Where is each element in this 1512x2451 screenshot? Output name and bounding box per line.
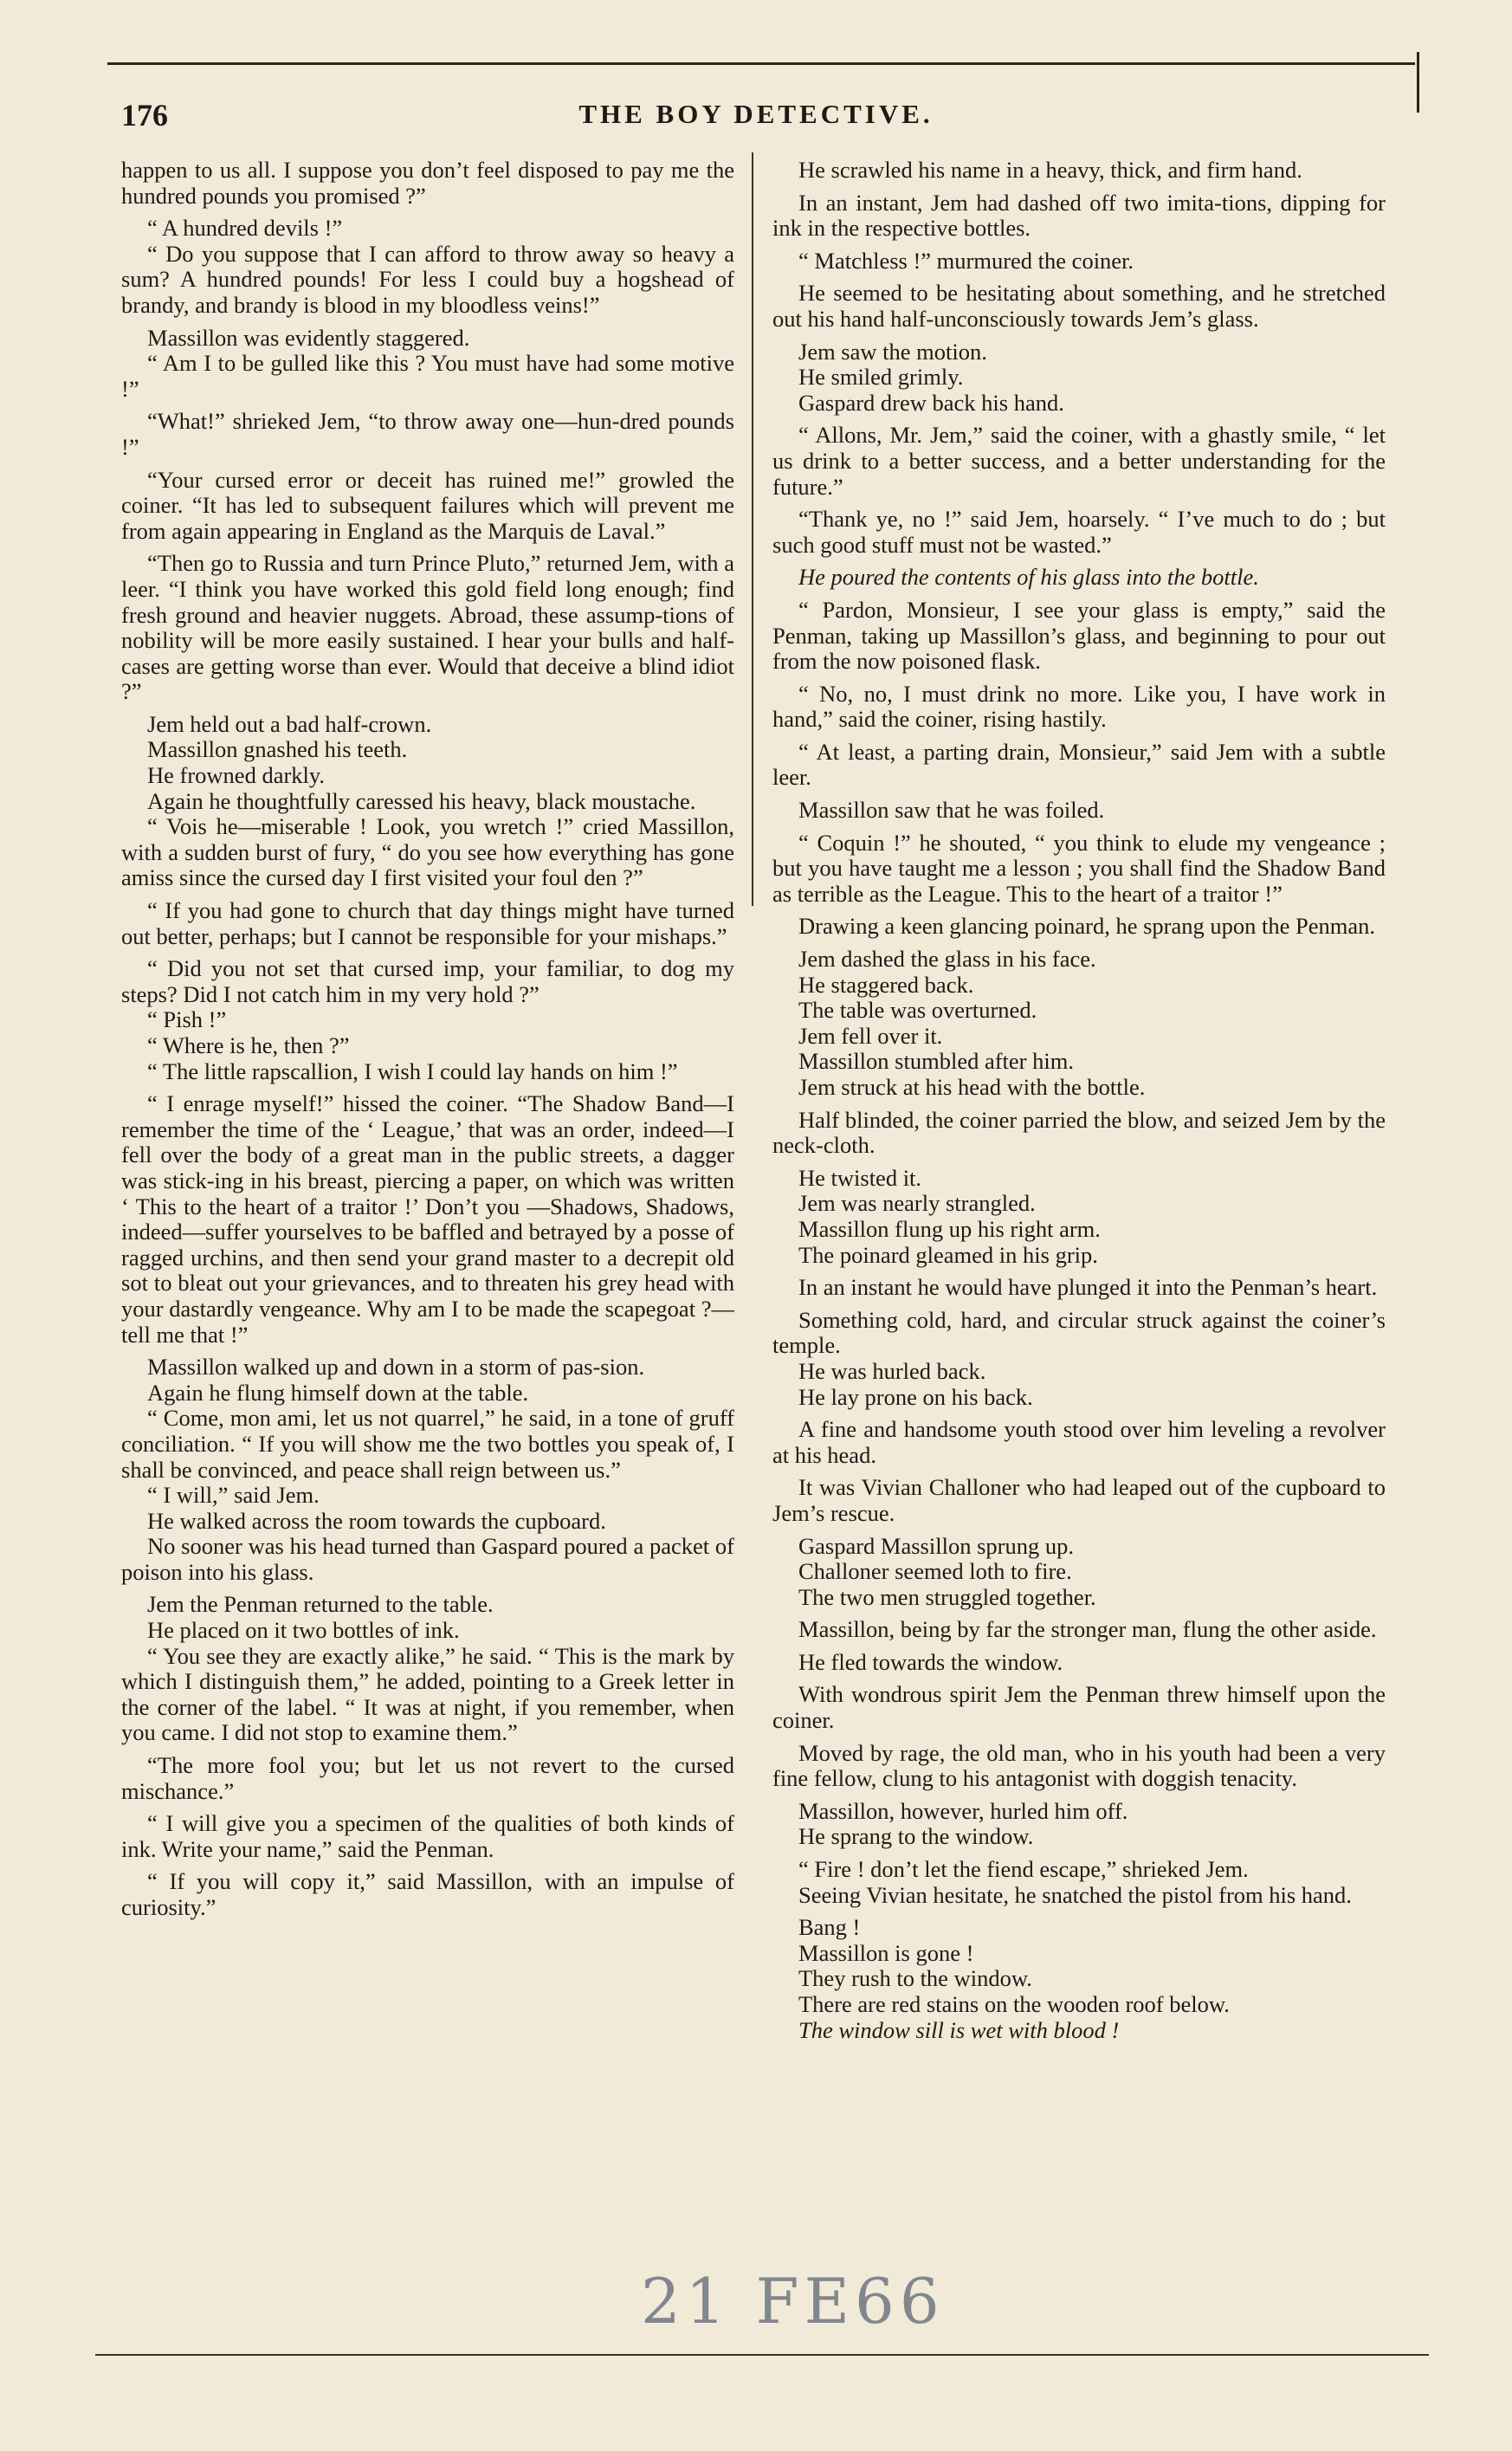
paragraph: “ If you will copy it,” said Massillon, with an impulse of curiosity.” xyxy=(121,1868,734,1920)
paragraph: “ Coquin !” he shouted, “ you think to elude my vengeance ; but you have taught me a lesson ; you shall find the Shadow Band as terrible as the League. This to the heart of a traitor !” xyxy=(772,829,1386,907)
paragraph: He poured the contents of his glass into the bottle. xyxy=(798,564,1259,591)
paragraph: “ A hundred devils !” xyxy=(147,215,343,242)
paragraph: “ Matchless !” murmured the coiner. xyxy=(798,247,1134,274)
paragraph: Massillon saw that he was foiled. xyxy=(798,797,1105,824)
paragraph: Bang ! xyxy=(798,1914,861,1941)
paragraph: He twisted it. xyxy=(798,1164,922,1191)
paragraph: “Your cursed error or deceit has ruined me!” growled the coiner. “It has led to subsequent failures which will prevent me from again appearing in England as the Marquis de Laval.” xyxy=(121,466,734,544)
top-rule xyxy=(107,62,1415,65)
paragraph: “ You see they are exactly alike,” he said. “ This is the mark by which I distinguish them,” he added, pointing to a Greek letter in the corner of the label. “ It was at night, if you remember, when you came. I did not stop to examine them.” xyxy=(121,1642,734,1746)
paragraph: “ Pardon, Monsieur, I see your glass is empty,” said the Penman, taking up Massillon’s glass, and beginning to pour out from the now poisoned flask. xyxy=(772,596,1386,675)
running-title: THE BOY DETECTIVE. xyxy=(578,99,934,129)
left-column xyxy=(121,158,734,2301)
paragraph: Gaspard Massillon sprung up. xyxy=(798,1532,1074,1559)
paragraph: Massillon flung up his right arm. xyxy=(798,1215,1101,1242)
paragraph: He smiled grimly. xyxy=(798,364,964,391)
right-column xyxy=(772,158,1386,2301)
paragraph: “ Am I to be gulled like this ? You must have had some motive !” xyxy=(121,350,734,402)
paragraph: Jem held out a bad half-crown. xyxy=(147,710,432,737)
paragraph: Massillon, being by far the stronger man, flung the other aside. xyxy=(798,1616,1377,1643)
paragraph: Jem dashed the glass in his face. xyxy=(798,946,1096,973)
paragraph: “Thank ye, no !” said Jem, hoarsely. “ I’ve much to do ; but such good stuff must not be wasted.” xyxy=(772,506,1386,558)
paragraph: “ The little rapscallion, I wish I could lay hands on him !” xyxy=(147,1057,678,1084)
paragraph: Something cold, hard, and circular struck against the coiner’s temple. xyxy=(772,1306,1386,1359)
paragraph: Moved by rage, the old man, who in his youth had been a very fine fellow, clung to his antagonist with doggish tenacity. xyxy=(772,1739,1386,1792)
paragraph: There are red stains on the wooden roof below. xyxy=(798,1991,1230,2017)
paragraph: “ Come, mon ami, let us not quarrel,” he said, in a tone of gruff conciliation. “ If you will show me the two bottles you speak of, I shall be convinced, and peace shall reign between us.” xyxy=(121,1405,734,1483)
paragraph: In an instant, Jem had dashed off two imita-tions, dipping for ink in the respective bottles. xyxy=(772,189,1386,242)
paragraph: He sprang to the window. xyxy=(798,1823,1034,1850)
paragraph: A fine and handsome youth stood over him leveling a revolver at his head. xyxy=(772,1416,1386,1468)
paragraph: In an instant he would have plunged it into the Penman’s heart. xyxy=(798,1274,1378,1301)
paragraph: “ I will,” said Jem. xyxy=(147,1482,320,1509)
paragraph: He staggered back. xyxy=(798,971,974,998)
paragraph: “Then go to Russia and turn Prince Pluto,” returned Jem, with a leer. “I think you have worked this gold field long enough; find fresh ground and heavier nuggets. Abroad, these assump-tions of nobility will be more easily sustained. I hear your bulls and half-cases are getting worse than ever. Would that deceive a blind idiot ?” xyxy=(121,550,734,705)
paragraph: Jem fell over it. xyxy=(798,1022,943,1049)
paragraph: Drawing a keen glancing poinard, he sprang upon the Penman. xyxy=(798,913,1375,940)
paragraph: “ If you had gone to church that day things might have turned out better, perhaps; but I cannot be responsible for your mishaps.” xyxy=(121,897,734,949)
paragraph: Massillon, however, hurled him off. xyxy=(798,1797,1128,1824)
paragraph: He lay prone on his back. xyxy=(798,1383,1033,1410)
paragraph: He walked across the room towards the cupboard. xyxy=(147,1507,606,1534)
paragraph: The table was overturned. xyxy=(798,997,1037,1024)
paragraph: Massillon is gone ! xyxy=(798,1939,974,1966)
paragraph: “What!” shrieked Jem, “to throw away one—hun-dred pounds !” xyxy=(121,408,734,460)
paragraph: The two men struggled together. xyxy=(798,1583,1096,1610)
paragraph: Massillon stumbled after him. xyxy=(798,1048,1074,1075)
paragraph: He was hurled back. xyxy=(798,1357,986,1384)
paragraph: “The more fool you; but let us not revert to the cursed mischance.” xyxy=(121,1752,734,1804)
paragraph: He placed on it two bottles of ink. xyxy=(147,1617,460,1644)
paragraph: Again he thoughtfully caressed his heavy, black moustache. xyxy=(147,787,696,814)
paragraph: They rush to the window. xyxy=(798,1965,1032,1992)
page-number: 176 xyxy=(121,98,168,133)
bottom-rule xyxy=(95,2354,1429,2356)
paragraph: Gaspard drew back his hand. xyxy=(798,389,1064,416)
paragraph: Jem struck at his head with the bottle. xyxy=(798,1074,1146,1100)
paragraph: Massillon gnashed his teeth. xyxy=(147,736,408,763)
paragraph: Jem saw the motion. xyxy=(798,338,987,365)
paragraph: Half blinded, the coiner parried the blow, and seized Jem by the neck-cloth. xyxy=(772,1106,1386,1159)
paragraph: The poinard gleamed in his grip. xyxy=(798,1241,1098,1268)
paragraph: “ I enrage myself!” hissed the coiner. “The Shadow Band—I remember the time of the ‘ League,’ that was an order, indeed—I fell over the body of a great man in the public streets, a dagger was stick-ing in his breast, piercing a paper, on which was written ‘ This to the heart of a traitor !’ Don’t you —Shadows, Shadows, indeed—suffer yourselves to be baffled and betrayed by a posse of ragged urchins, and then send your grand master to a decrepit old sot to bleat out your grievances, and to threaten his grey head with your dastardly vengeance. Why am I to be made the scapegoat ?—tell me that !” xyxy=(121,1090,734,1348)
paragraph: Challoner seemed loth to fire. xyxy=(798,1558,1072,1585)
paragraph: “ No, no, I must drink no more. Like you, I have work in hand,” said the coiner, rising hastily. xyxy=(772,680,1386,733)
paragraph: “ I will give you a specimen of the qualities of both kinds of ink. Write your name,” said the Penman. xyxy=(121,1810,734,1862)
paragraph: With wondrous spirit Jem the Penman threw himself upon the coiner. xyxy=(772,1681,1386,1734)
paragraph: “ Pish !” xyxy=(147,1006,227,1033)
paragraph: Again he flung himself down at the table. xyxy=(147,1379,529,1406)
column-divider xyxy=(752,152,753,906)
paragraph: He frowned darkly. xyxy=(147,762,326,789)
paragraph: “ Fire ! don’t let the fiend escape,” shrieked Jem. xyxy=(798,1856,1249,1883)
paragraph: He fled towards the window. xyxy=(798,1648,1063,1675)
paragraph: He scrawled his name in a heavy, thick, and firm hand. xyxy=(798,158,1302,183)
paragraph: “ Did you not set that cursed imp, your familiar, to dog my steps? Did I not catch him in my very hold ?” xyxy=(121,955,734,1007)
paragraph: Jem the Penman returned to the table. xyxy=(147,1591,494,1618)
paragraph: “ Allons, Mr. Jem,” said the coiner, with a ghastly smile, “ let us drink to a better success, and a better understanding for the future.” xyxy=(772,422,1386,500)
paragraph: “ Where is he, then ?” xyxy=(147,1032,350,1058)
paragraph: It was Vivian Challoner who had leaped out of the cupboard to Jem’s rescue. xyxy=(772,1474,1386,1526)
paragraph: Massillon walked up and down in a storm of pas-sion. xyxy=(147,1354,645,1381)
paragraph: happen to us all. I suppose you don’t feel disposed to pay me the hundred pounds you promised ?” xyxy=(121,158,734,209)
paragraph: He seemed to be hesitating about something, and he stretched out his hand half-unconsciously towards Jem’s glass. xyxy=(772,280,1386,332)
paragraph: No sooner was his head turned than Gaspard poured a packet of poison into his glass. xyxy=(121,1533,734,1585)
paragraph: “ Vois he—miserable ! Look, you wretch !” cried Massillon, with a sudden burst of fury, “ do you see how everything has gone amiss since the cursed day I first visited your foul den ?” xyxy=(121,813,734,891)
date-stamp: 21 FE66 xyxy=(641,2265,945,2338)
paragraph: The window sill is wet with blood ! xyxy=(798,2016,1120,2043)
paragraph: Jem was nearly strangled. xyxy=(798,1190,1036,1217)
paragraph: “ At least, a parting drain, Monsieur,” said Jem with a subtle leer. xyxy=(772,738,1386,791)
paragraph: “ Do you suppose that I can afford to throw away so heavy a sum? A hundred pounds! For less I could buy a hogshead of brandy, and brandy is blood in my bloodless veins!” xyxy=(121,240,734,318)
paragraph: Massillon was evidently staggered. xyxy=(147,324,470,351)
paragraph: Seeing Vivian hesitate, he snatched the pistol from his hand. xyxy=(798,1881,1352,1908)
